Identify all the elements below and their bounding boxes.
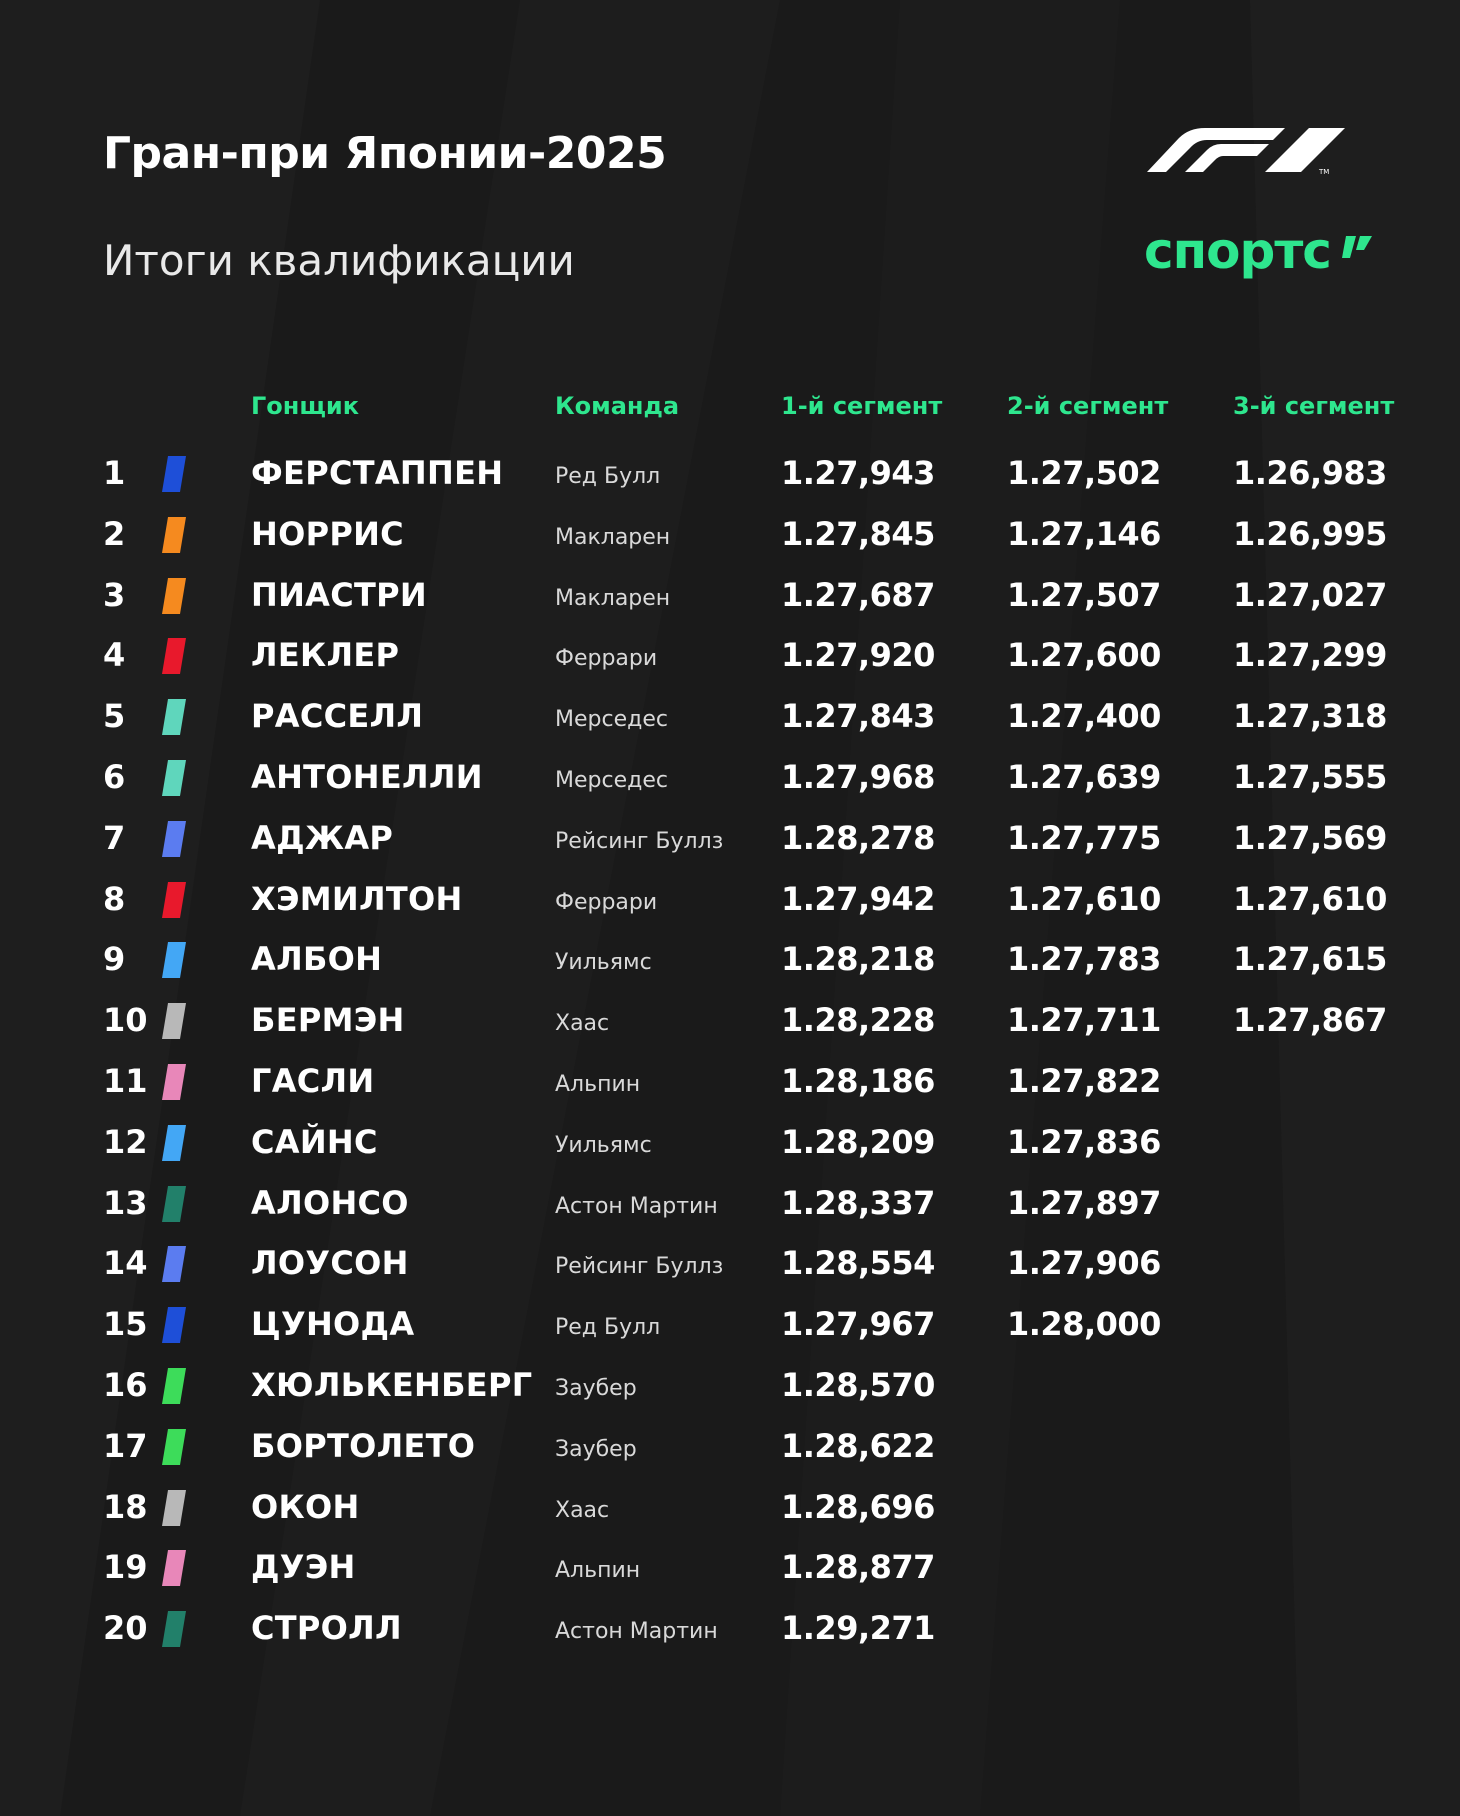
q3-time: 1.27,867 bbox=[1233, 1001, 1387, 1040]
driver-name: ПИАСТРИ bbox=[251, 575, 427, 614]
position-number: 3 bbox=[103, 575, 126, 614]
position-number: 2 bbox=[103, 514, 126, 553]
q1-time: 1.27,942 bbox=[781, 879, 935, 918]
column-header-q2: 2-й сегмент bbox=[1007, 392, 1169, 420]
q2-time: 1.27,906 bbox=[1007, 1244, 1161, 1283]
team-name: Феррари bbox=[555, 646, 658, 672]
driver-name: СТРОЛЛ bbox=[251, 1609, 402, 1648]
q2-time: 1.27,711 bbox=[1007, 1001, 1161, 1040]
q1-time: 1.27,968 bbox=[781, 758, 935, 796]
q3-time: 1.27,569 bbox=[1233, 818, 1387, 857]
q2-time: 1.27,836 bbox=[1007, 1122, 1161, 1161]
team-color-flag-icon bbox=[162, 1368, 186, 1404]
q2-time: 1.27,775 bbox=[1007, 818, 1161, 857]
team-color-flag-icon bbox=[162, 942, 186, 978]
driver-name: ЛОУСОН bbox=[251, 1244, 409, 1283]
q3-time: 1.26,983 bbox=[1233, 454, 1387, 492]
team-name: Феррари bbox=[555, 889, 658, 915]
f1-logo-icon bbox=[1145, 118, 1355, 176]
position-number: 4 bbox=[103, 636, 126, 675]
team-color-flag-icon bbox=[162, 1550, 186, 1586]
page-subtitle: Итоги квалификации bbox=[103, 236, 575, 285]
team-name: Макларен bbox=[555, 524, 671, 550]
q2-time: 1.28,000 bbox=[1007, 1305, 1161, 1344]
table-row bbox=[0, 504, 1460, 564]
q1-time: 1.28,218 bbox=[781, 940, 935, 979]
table-row bbox=[0, 1477, 1460, 1537]
position-number: 19 bbox=[103, 1548, 148, 1587]
position-number: 7 bbox=[103, 818, 126, 857]
driver-name: ГАСЛИ bbox=[251, 1062, 375, 1100]
position-number: 14 bbox=[103, 1244, 148, 1283]
driver-name: АДЖАР bbox=[251, 818, 394, 857]
table-row bbox=[0, 443, 1460, 503]
q1-time: 1.27,845 bbox=[781, 514, 935, 553]
q1-time: 1.28,209 bbox=[781, 1122, 935, 1161]
driver-name: АЛОНСО bbox=[251, 1183, 409, 1222]
team-color-flag-icon bbox=[162, 1490, 186, 1526]
driver-name: АНТОНЕЛЛИ bbox=[251, 758, 483, 796]
q1-time: 1.27,967 bbox=[781, 1305, 935, 1344]
q2-time: 1.27,400 bbox=[1007, 697, 1161, 736]
team-name: Рейсинг Буллз bbox=[555, 828, 724, 854]
q2-time: 1.27,600 bbox=[1007, 636, 1161, 675]
q2-time: 1.27,610 bbox=[1007, 879, 1161, 918]
q1-time: 1.28,186 bbox=[781, 1062, 935, 1100]
q2-time: 1.27,639 bbox=[1007, 758, 1161, 796]
q1-time: 1.27,920 bbox=[781, 636, 935, 675]
table-row bbox=[0, 747, 1460, 807]
driver-name: ЦУНОДА bbox=[251, 1305, 415, 1344]
position-number: 20 bbox=[103, 1609, 148, 1648]
position-number: 11 bbox=[103, 1062, 148, 1100]
driver-name: БОРТОЛЕТО bbox=[251, 1426, 476, 1465]
q1-time: 1.28,278 bbox=[781, 818, 935, 857]
team-name: Ред Булл bbox=[555, 464, 661, 489]
team-name: Заубер bbox=[555, 1376, 637, 1401]
brand-mark-icon bbox=[1342, 236, 1372, 258]
position-number: 5 bbox=[103, 697, 126, 736]
column-header-q1: 1-й сегмент bbox=[781, 392, 943, 420]
svg-text:TM: TM bbox=[1319, 168, 1330, 176]
q3-time: 1.27,027 bbox=[1233, 575, 1387, 614]
position-number: 6 bbox=[103, 758, 126, 796]
table-row bbox=[0, 808, 1460, 868]
driver-name: НОРРИС bbox=[251, 514, 404, 553]
q1-time: 1.28,337 bbox=[781, 1183, 935, 1222]
q1-time: 1.28,570 bbox=[781, 1366, 935, 1404]
q1-time: 1.27,687 bbox=[781, 575, 935, 614]
team-color-flag-icon bbox=[162, 578, 186, 614]
team-color-flag-icon bbox=[162, 1429, 186, 1465]
position-number: 12 bbox=[103, 1122, 148, 1161]
q2-time: 1.27,897 bbox=[1007, 1183, 1161, 1222]
team-color-flag-icon bbox=[162, 1246, 186, 1282]
team-name: Астон Мартин bbox=[555, 1619, 718, 1645]
q2-time: 1.27,502 bbox=[1007, 454, 1161, 492]
table-row bbox=[0, 1416, 1460, 1476]
brand-logo: спортс bbox=[1144, 222, 1331, 280]
q2-time: 1.27,146 bbox=[1007, 514, 1161, 553]
q1-time: 1.29,271 bbox=[781, 1609, 935, 1648]
table-row bbox=[0, 869, 1460, 929]
team-name: Уильямс bbox=[555, 1132, 652, 1158]
table-row bbox=[0, 1598, 1460, 1658]
driver-name: ХЭМИЛТОН bbox=[251, 879, 463, 918]
q3-time: 1.27,610 bbox=[1233, 879, 1387, 918]
team-color-flag-icon bbox=[162, 1125, 186, 1161]
driver-name: РАССЕЛЛ bbox=[251, 697, 424, 736]
position-number: 1 bbox=[103, 454, 126, 492]
position-number: 18 bbox=[103, 1487, 148, 1526]
q3-time: 1.27,299 bbox=[1233, 636, 1387, 675]
driver-name: ЛЕКЛЕР bbox=[251, 636, 400, 675]
q1-time: 1.27,943 bbox=[781, 454, 935, 492]
team-name: Мерседес bbox=[555, 707, 668, 733]
team-name: Хаас bbox=[555, 1011, 610, 1037]
driver-name: АЛБОН bbox=[251, 940, 383, 979]
q1-time: 1.28,554 bbox=[781, 1244, 935, 1283]
table-row bbox=[0, 929, 1460, 989]
driver-name: САЙНС bbox=[251, 1122, 378, 1161]
table-row bbox=[0, 1537, 1460, 1597]
team-color-flag-icon bbox=[162, 699, 186, 735]
q1-time: 1.27,843 bbox=[781, 697, 935, 736]
team-color-flag-icon bbox=[162, 517, 186, 553]
team-name: Макларен bbox=[555, 585, 671, 611]
table-row bbox=[0, 1173, 1460, 1233]
position-number: 15 bbox=[103, 1305, 148, 1344]
table-row bbox=[0, 1051, 1460, 1111]
team-name: Рейсинг Буллз bbox=[555, 1254, 724, 1280]
team-color-flag-icon bbox=[162, 1611, 186, 1647]
q1-time: 1.28,622 bbox=[781, 1426, 935, 1465]
table-row bbox=[0, 1294, 1460, 1354]
team-color-flag-icon bbox=[162, 821, 186, 857]
team-name: Астон Мартин bbox=[555, 1193, 718, 1219]
team-name: Альпин bbox=[555, 1558, 641, 1584]
position-number: 9 bbox=[103, 940, 126, 979]
position-number: 10 bbox=[103, 1001, 148, 1040]
team-name: Хаас bbox=[555, 1497, 610, 1523]
page-title: Гран-при Японии-2025 bbox=[103, 128, 667, 179]
q2-time: 1.27,822 bbox=[1007, 1062, 1161, 1100]
q2-time: 1.27,783 bbox=[1007, 940, 1161, 979]
table-row bbox=[0, 990, 1460, 1050]
q3-time: 1.27,555 bbox=[1233, 758, 1387, 796]
q2-time: 1.27,507 bbox=[1007, 575, 1161, 614]
team-color-flag-icon bbox=[162, 882, 186, 918]
column-header-q3: 3-й сегмент bbox=[1233, 392, 1395, 420]
team-color-flag-icon bbox=[162, 1064, 186, 1100]
team-color-flag-icon bbox=[162, 1307, 186, 1343]
position-number: 8 bbox=[103, 879, 126, 918]
position-number: 13 bbox=[103, 1183, 148, 1222]
team-name: Мерседес bbox=[555, 768, 668, 793]
column-header-driver: Гонщик bbox=[251, 392, 359, 420]
position-number: 17 bbox=[103, 1426, 148, 1465]
q3-time: 1.26,995 bbox=[1233, 514, 1387, 553]
q1-time: 1.28,877 bbox=[781, 1548, 935, 1587]
table-row bbox=[0, 565, 1460, 625]
table-row bbox=[0, 686, 1460, 746]
position-number: 16 bbox=[103, 1366, 148, 1404]
table-row bbox=[0, 1233, 1460, 1293]
q3-time: 1.27,615 bbox=[1233, 940, 1387, 979]
team-color-flag-icon bbox=[162, 456, 186, 492]
table-row bbox=[0, 1112, 1460, 1172]
driver-name: ДУЭН bbox=[251, 1548, 356, 1587]
team-name: Уильямс bbox=[555, 950, 652, 976]
team-name: Заубер bbox=[555, 1436, 637, 1462]
driver-name: БЕРМЭН bbox=[251, 1001, 405, 1040]
table-row bbox=[0, 1355, 1460, 1415]
driver-name: ОКОН bbox=[251, 1487, 360, 1526]
table-row bbox=[0, 625, 1460, 685]
team-color-flag-icon bbox=[162, 1186, 186, 1222]
driver-name: ХЮЛЬКЕНБЕРГ bbox=[251, 1366, 533, 1404]
column-header-team: Команда bbox=[555, 392, 680, 420]
team-color-flag-icon bbox=[162, 638, 186, 674]
team-color-flag-icon bbox=[162, 760, 186, 796]
q1-time: 1.28,696 bbox=[781, 1487, 935, 1526]
team-name: Ред Булл bbox=[555, 1315, 661, 1341]
driver-name: ФЕРСТАППЕН bbox=[251, 454, 504, 492]
team-color-flag-icon bbox=[162, 1003, 186, 1039]
q1-time: 1.28,228 bbox=[781, 1001, 935, 1040]
q3-time: 1.27,318 bbox=[1233, 697, 1387, 736]
team-name: Альпин bbox=[555, 1072, 641, 1097]
